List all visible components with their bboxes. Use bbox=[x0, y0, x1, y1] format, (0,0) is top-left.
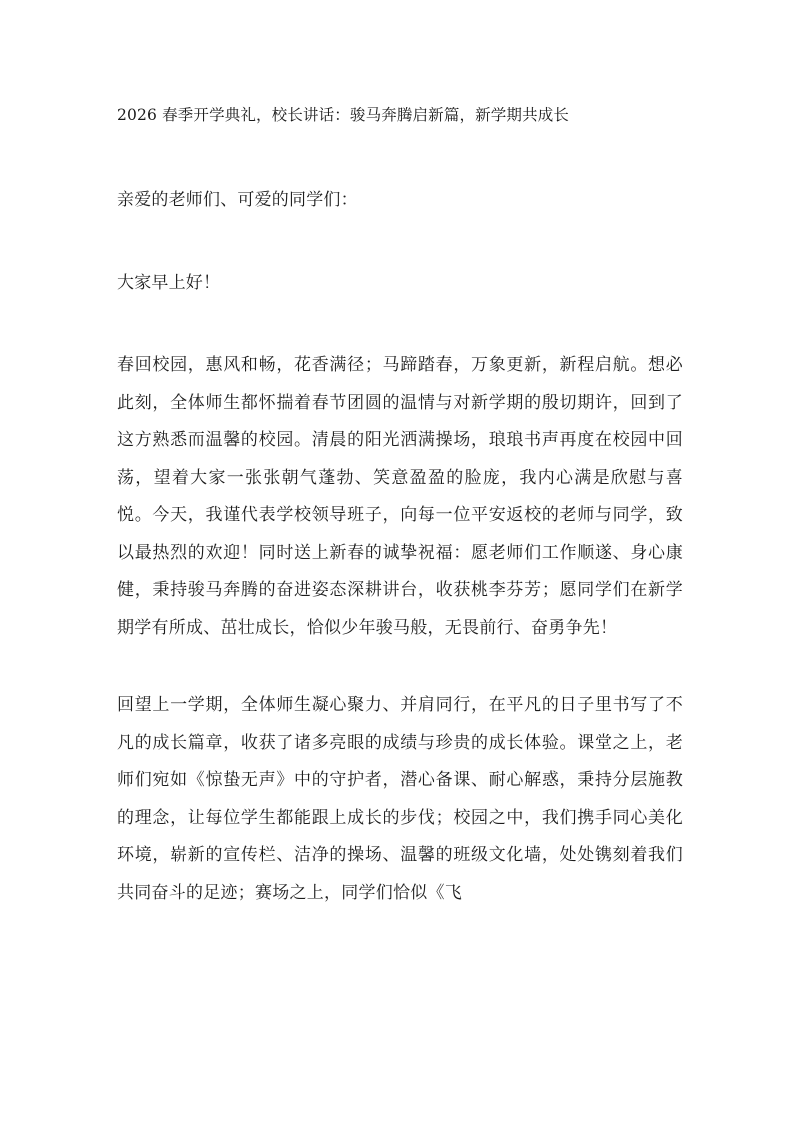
greeting-line: 大家早上好！ bbox=[117, 272, 221, 293]
document-title: 2026 春季开学典礼，校长讲话：骏马奔腾启新篇，新学期共成长 bbox=[117, 106, 570, 124]
body-paragraph-2: 回望上一学期，全体师生凝心聚力、并肩同行，在平凡的日子里书写了不凡的成长篇章，收获了诸多亮眼的成绩与珍贵的成长体验。课堂之上，老师们宛如《惊蛰无声》中的守护者，潜心备课、耐心解惑，秉持分层施教的理念，让每位学生都能跟上成长的步伐；校园之中，我们携手同心美化环境，崭新的宣传栏、洁净的操场、温馨的班级文化墙，处处镌刻着我们共同奋斗的足迹；赛场之上，同学们恰似《飞 bbox=[117, 695, 683, 903]
salutation-line: 亲爱的老师们、可爱的同学们： bbox=[117, 190, 358, 210]
spacer-salutation-greeting bbox=[117, 220, 683, 265]
spacer-between-paragraphs bbox=[117, 647, 683, 687]
spacer-greeting-paragraph bbox=[117, 302, 683, 347]
document-body bbox=[117, 98, 683, 912]
body-paragraph-1: 春回校园，惠风和畅，花香满径；马蹄踏春，万象更新，新程启航。想必此刻，全体师生都怀揣着春节团圆的温情与对新学期的殷切期许，回到了这方熟悉而温馨的校园。清晨的阳光洒满操场，琅琅书声再度在校园中回荡，望着大家一张张朝气蓬勃、笑意盈盈的脸庞，我内心满是欣慰与喜悦。今天，我谨代表学校领导班子，向每一位平安返校的老师与同学，致以最热烈的欢迎！同时送上新春的诚挚祝福：愿老师们工作顺遂、身心康健，秉持骏马奔腾的奋进姿态深耕讲台，收获桃李芬芳；愿同学们在新学期学有所成、茁壮成长，恰似少年骏马般，无畏前行、奋勇争先！ bbox=[117, 355, 683, 638]
spacer-title-salutation bbox=[117, 132, 683, 182]
